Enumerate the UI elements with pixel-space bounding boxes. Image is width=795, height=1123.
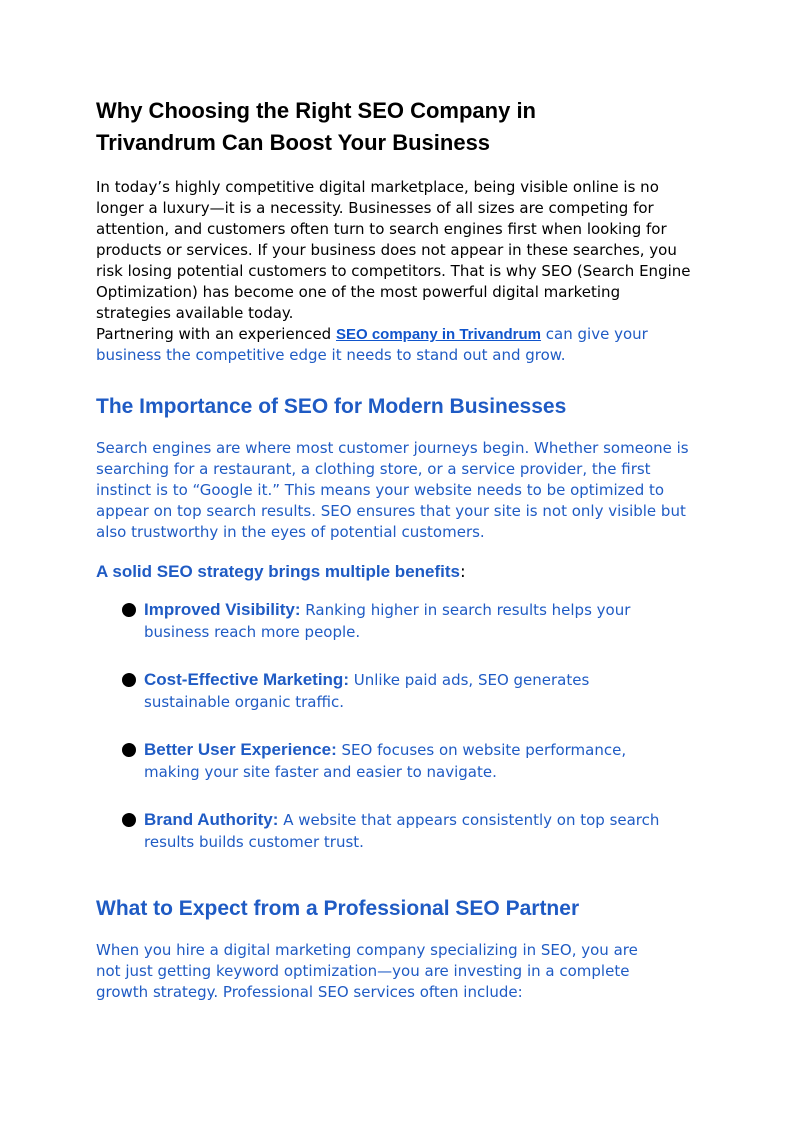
- benefit-text: A website that appears consistently on top search results builds customer trust.: [144, 811, 660, 851]
- benefit-term: Brand Authority:: [144, 810, 279, 829]
- bullet-icon: [122, 603, 136, 617]
- benefit-term: Better User Experience:: [144, 740, 337, 759]
- partner-paragraph: [96, 324, 656, 366]
- benefits-subheading-colon: :: [460, 562, 466, 582]
- article-title: Why Choosing the Right SEO Company in Trivandrum Can Boost Your Business: [96, 98, 536, 155]
- benefit-term: Improved Visibility:: [144, 600, 301, 619]
- importance-paragraph: Search engines are where most customer journeys begin. Whether someone is searching for a restaurant, a clothing store, or a service provider, the first instinct is to “Google it.” This means your website needs to be optimized to appear on top search results. SEO ensures that your site is not only visible but also trustworthy in the eyes of potential customers.: [96, 439, 689, 541]
- list-item: [96, 809, 674, 853]
- partner-prefix: Partnering with an experienced: [96, 325, 336, 343]
- seo-company-link[interactable]: SEO company in Trivandrum: [335, 326, 542, 343]
- benefit-text: Ranking higher in search results helps your business reach more people.: [144, 601, 631, 641]
- benefits-subheading-text: A solid SEO strategy brings multiple benefits: [96, 562, 460, 581]
- partner-suffix: can give your business the competitive edge it needs to stand out and grow.: [96, 325, 648, 364]
- benefits-subheading: [96, 561, 706, 583]
- list-item: [96, 599, 674, 643]
- list-item: [96, 669, 674, 713]
- benefit-text: SEO focuses on website performance, making your site faster and easier to navigate.: [144, 741, 627, 781]
- section-heading-importance: The Importance of SEO for Modern Businesses: [96, 395, 567, 418]
- bullet-icon: [122, 813, 136, 827]
- expectations-paragraph: When you hire a digital marketing company specializing in SEO, you are not just getting keyword optimization—you are investing in a complete growth strategy. Professional SEO services often include:: [96, 941, 638, 1001]
- section-heading-expectations: What to Expect from a Professional SEO Partner: [96, 897, 580, 920]
- list-item: [96, 739, 674, 783]
- document-page: [96, 95, 706, 1003]
- benefits-list: [96, 599, 706, 853]
- benefit-term: Cost-Effective Marketing:: [144, 670, 349, 689]
- intro-paragraph: In today’s highly competitive digital marketplace, being visible online is no longer a luxury—it is a necessity. Businesses of all sizes are competing for attention, and customers often turn to search engines first when looking for products or services. If your business does not appear in these searches, you risk losing potential customers to competitors. That is why SEO (Search Engine Optimization) has become one of the most powerful digital marketing strategies available today.: [96, 178, 691, 322]
- bullet-icon: [122, 743, 136, 757]
- benefit-text: Unlike paid ads, SEO generates sustainable organic traffic.: [144, 671, 590, 711]
- bullet-icon: [122, 673, 136, 687]
